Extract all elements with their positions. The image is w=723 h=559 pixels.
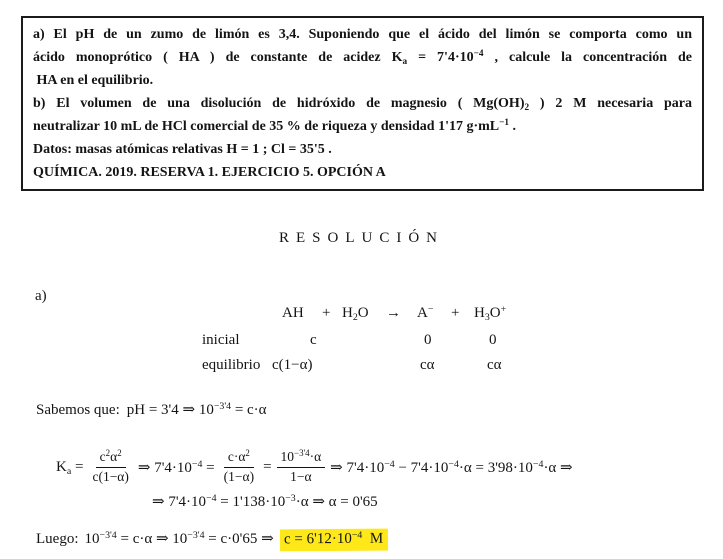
- ka-equals: =: [263, 458, 272, 475]
- problem-line-source: QUÍMICA. 2019. RESERVA 1. EJERCICIO 5. OPCIÓN A: [33, 165, 386, 180]
- sabemos-label: Sabemos que:: [36, 402, 120, 418]
- row-initial-label: inicial: [202, 332, 240, 348]
- reaction-species-h3o: $H_3O^+$: [474, 304, 507, 324]
- fraction-1-numerator: $c^2\alpha^2$: [96, 449, 126, 468]
- problem-statement-box: [21, 16, 704, 191]
- reaction-plus-1: +: [322, 305, 331, 321]
- luego-label: Luego:: [36, 531, 79, 547]
- result-highlight: $c = 6'12\cdot 10^{-4}$ M: [280, 529, 388, 552]
- reaction-species-ah: AH: [282, 305, 304, 321]
- row-initial-a: 0: [424, 332, 432, 348]
- luego-equation: $10^{-3'4} = c\cdot\alpha$ ⇒ $10^{-3'4} = c\cdot 0'65$ ⇒: [84, 530, 274, 547]
- fraction-3-denominator: 1−α: [290, 468, 312, 484]
- alpha-result-line: ⇒ $7'4\cdot 10^{-4} = 1'138\cdot 10^{-3}\cdot\alpha$ ⇒ α = 0'65: [152, 493, 378, 510]
- reaction-species-h2o: $H_2O$: [342, 305, 369, 324]
- ph-equation: pH = 3'4 ⇒ $10^{-3'4} = c\cdot\alpha$: [126, 401, 267, 418]
- fraction-1: [88, 449, 132, 486]
- reaction-species-a: A−: [417, 304, 434, 321]
- fraction-2: [220, 449, 258, 486]
- row-initial-ah: c: [310, 332, 317, 348]
- row-initial-h3o: 0: [489, 332, 497, 348]
- part-a-label: a): [35, 288, 47, 304]
- problem-line-a1: a) El pH de un zumo de limón es 3,4. Suponiendo que el ácido del limón se comporta como un: [33, 27, 692, 42]
- ph-statement-line: [36, 400, 267, 419]
- problem-line-b2: neutralizar 10 mL de HCl comercial de 35 % de riqueza y densidad 1'17 $g\cdot mL^{-1}$ .: [33, 117, 517, 134]
- fraction-2-numerator: $c\cdot\alpha^2$: [224, 449, 254, 468]
- final-answer-line: [36, 529, 388, 551]
- problem-line-datos: Datos: masas atómicas relativas H = 1 ; Cl = 35'5 .: [33, 142, 332, 157]
- ka-step-1: ⇒ $7'4\cdot 10^{-4}$ =: [137, 458, 215, 476]
- fraction-1-denominator: c(1−α): [92, 468, 129, 484]
- ka-step-2: ⇒ $7'4\cdot 10^{-4} - 7'4\cdot 10^{-4}\cdot\alpha = 3'98\cdot 10^{-4}\cdot\alpha$ ⇒: [330, 458, 573, 476]
- row-equilibrium-a: cα: [420, 357, 435, 373]
- problem-line-b1: b) El volumen de una disolución de hidróxido de magnesio ( $Mg(OH)_2$ ) 2 M necesaria para: [33, 96, 692, 112]
- row-equilibrium-label: equilibrio: [202, 357, 261, 373]
- problem-line-a3: HA en el equilibrio.: [33, 73, 154, 88]
- reaction-arrow-icon: →: [386, 305, 401, 321]
- fraction-2-denominator: (1−α): [223, 468, 255, 484]
- fraction-3: [277, 449, 326, 486]
- ka-derivation-line: [56, 441, 573, 493]
- resolution-title: RESOLUCIÓN: [278, 230, 444, 246]
- problem-line-a2: ácido monoprótico ( HA ) de constante de acidez $K_a = 7'4\cdot 10^{-4}$ , calcule la concentración de: [33, 48, 693, 66]
- fraction-3-numerator: $10^{-3'4}\cdot\alpha$: [277, 449, 326, 468]
- row-equilibrium-ah: c(1−α): [272, 357, 313, 373]
- row-equilibrium-h3o: cα: [487, 357, 502, 373]
- reaction-plus-2: +: [451, 305, 460, 321]
- ka-symbol: $K_a$ =: [56, 458, 84, 477]
